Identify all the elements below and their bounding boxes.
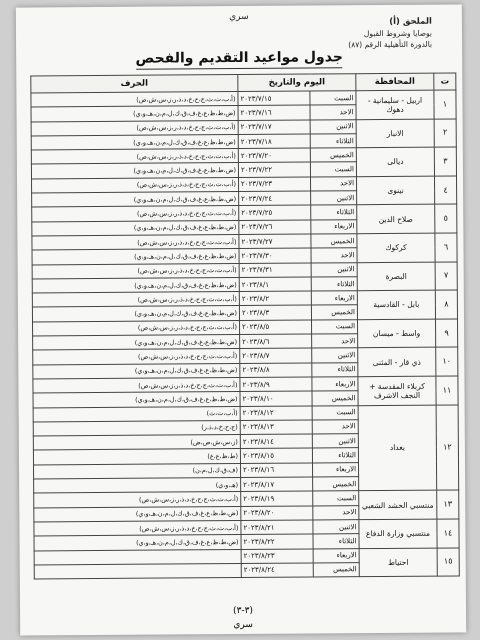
letters-cell: (ض،ط،ظ،ع،غ،ف،ق،ك،ل،م،ن،هـ،و،ي) <box>31 163 238 179</box>
day-cell: الاربعاء <box>311 291 357 306</box>
letters-cell: (أ،ب،ت،ث،ج،ح،خ،د،ذ،ر،ز،س،ش،ص) <box>33 377 240 393</box>
date-cell: ٢٠٢٣/٨/١٦ <box>240 463 312 478</box>
day-cell: الاربعاء <box>313 548 359 563</box>
letters-cell: (ض،ط،ظ،ع،غ،ف،ق،ك،ل،م،ن،هـ،و،ي) <box>32 277 239 293</box>
day-cell: السبت <box>312 319 358 334</box>
day-cell: الاثنين <box>311 262 357 277</box>
letters-cell <box>34 549 241 565</box>
date-cell: ٢٠٢٣/٨/٨ <box>240 363 312 378</box>
letters-cell: (ف،ق،ك،ل،م،ن) <box>34 463 241 479</box>
col-header-letters: الحرف <box>31 75 238 93</box>
row-number: ٦ <box>435 233 457 262</box>
letters-cell: (ض،ط،ظ،ع،غ،ف،ق،ك،ل،م،ن،هـ،و،ي) <box>34 506 241 522</box>
date-cell: ٢٠٢٣/٨/٢١ <box>241 520 313 535</box>
day-cell: الثلاثاء <box>312 448 358 463</box>
row-number: ٥ <box>435 204 457 233</box>
day-cell: السبت <box>313 491 359 506</box>
day-cell: الخميس <box>313 477 359 492</box>
date-cell: ٢٠٢٣/٨/٢ <box>239 291 311 306</box>
date-cell: ٢٠٢٣/٨/٢٤ <box>241 563 313 578</box>
col-header-no: ت <box>434 73 456 90</box>
row-number: ٩ <box>435 319 457 348</box>
governorate-cell: صلاح الدين <box>357 205 435 234</box>
governorate-cell: نينوى <box>357 176 435 205</box>
date-cell: ٢٠٢٣/٨/٢٢ <box>241 534 313 549</box>
row-number: ٧ <box>435 262 457 291</box>
letters-cell: (ط،ظ،ع،غ) <box>33 449 240 465</box>
letters-cell: (أ،ب،ت،ث،ج،ح،خ،د،ذ،ر،ز،س،ش،ص) <box>34 520 241 536</box>
day-cell: الثلاثاء <box>313 534 359 549</box>
day-cell: الخميس <box>313 562 359 577</box>
date-cell: ٢٠٢٣/٨/٧ <box>240 348 312 363</box>
annex-label: الملحق (أ) <box>389 16 432 27</box>
page-number: (٣-٣) <box>233 605 254 617</box>
date-cell: ٢٠٢٣/٨/٥ <box>239 320 311 335</box>
row-number: ١ <box>434 90 456 119</box>
day-cell: السبت <box>312 405 358 420</box>
date-cell: ٢٠٢٣/٧/٢٦ <box>239 220 311 235</box>
table-row <box>33 347 458 364</box>
letters-cell: (ض،ط،ظ،ع،غ،ف،ق،ك،ل،م،ن،هـ،و،ي) <box>32 220 239 236</box>
date-cell: ٢٠٢٣/٨/١٥ <box>240 448 312 463</box>
date-cell: ٢٠٢٣/٨/١٢ <box>240 406 312 421</box>
day-cell: الثلاثاء <box>312 362 358 377</box>
day-cell: الاثنين <box>312 434 358 449</box>
governorate-cell: اربيل - سليمانية - دهوك <box>356 90 434 119</box>
date-cell: ٢٠٢٣/٧/٢٧ <box>239 234 311 249</box>
letters-cell: (أ،ب،ت،ث،ج،ح،خ،د،ذ،ر،ز،س،ش،ص) <box>34 492 241 508</box>
governorate-cell: البصرة <box>357 262 435 291</box>
table-row <box>31 119 456 136</box>
letters-cell: (أ،ب،ت،ث،ج،ح،خ،د،ذ،ر،ز،س،ش،ص) <box>31 149 238 165</box>
date-cell: ٢٠٢٣/٧/٢٢ <box>238 162 310 177</box>
letters-cell: (ض،ط،ظ،ع،غ،ف،ق،ك،ل،م،ن،هـ،و،ي) <box>33 363 240 379</box>
governorate-cell: ذي قار - المثنى <box>358 347 436 376</box>
table-row <box>32 176 457 193</box>
row-number: ١٢ <box>436 405 459 491</box>
letters-cell: (أ،ب،ت،ث،ج،ح،خ،د،ذ،ر،ز،س،ش،ص) <box>32 177 239 193</box>
row-number: ١٥ <box>437 547 459 576</box>
day-cell: السبت <box>310 91 356 106</box>
governorate-cell: كربلاء المقدسة + النجف الاشرف <box>358 376 436 405</box>
annex-line-3: بالدورة التأهيلية الرقم (٨٧) <box>348 39 433 50</box>
governorate-cell: ديالى <box>356 147 434 176</box>
letters-cell: (ز،س،ش،ص،ض) <box>33 435 240 451</box>
letters-cell: (ض،ط،ظ،ع،غ،ف،ق،ك،ل،م،ن،هـ،و،ي) <box>33 392 240 408</box>
day-cell: الاحد <box>312 334 358 349</box>
date-cell: ٢٠٢٣/٧/٣٠ <box>239 248 311 263</box>
letters-cell: (ض،ط،ظ،ع،غ،ف،ق،ك،ل،م،ن،هـ،و،ي) <box>31 134 238 150</box>
annex-line-2: بوصايا وشروط القبول <box>363 28 433 39</box>
day-cell: الاربعاء <box>312 462 358 477</box>
date-cell: ٢٠٢٣/٨/١٧ <box>241 477 313 492</box>
date-cell: ٢٠٢٣/٧/١٦ <box>238 105 310 120</box>
letters-cell: (هـ،و،ي) <box>34 478 241 494</box>
letters-cell <box>34 563 241 579</box>
table-body <box>31 90 459 579</box>
letters-cell: (ض،ط،ظ،ع،غ،ف،ق،ك،ل،م،ن،هـ،و،ي) <box>34 535 241 551</box>
row-number: ٤ <box>434 176 456 205</box>
schedule-table <box>30 72 460 579</box>
day-cell: الخميس <box>312 391 358 406</box>
title-underline <box>136 67 342 69</box>
letters-cell: (أ،ب،ت،ث،ج،ح،خ،د،ذ،ر،ز،س،ش،ص) <box>31 120 238 136</box>
date-cell: ٢٠٢٣/٧/٢٤ <box>239 191 311 206</box>
letters-cell: (ض،ط،ظ،ع،غ،ف،ق،ك،ل،م،ن،هـ،و،ي) <box>32 249 239 265</box>
table-row <box>34 490 459 507</box>
governorate-cell: كركوك <box>357 233 435 262</box>
day-cell: الاحد <box>311 248 357 263</box>
letters-cell: (أ،ب،ت،ث،ج،ح،خ،د،ذ،ر،ز،س،ش،ص) <box>33 349 240 365</box>
table-row <box>32 233 457 250</box>
date-cell: ٢٠٢٣/٧/١٨ <box>238 134 310 149</box>
page-title: جدول مواعيد التقديم والفحص <box>135 49 343 67</box>
table-row <box>32 262 457 279</box>
date-cell: ٢٠٢٣/٧/١٧ <box>238 120 310 135</box>
day-cell: الخميس <box>310 148 356 163</box>
letters-cell: (ج،ح،خ،د،ذ،ر) <box>33 420 240 436</box>
row-number: ١٤ <box>437 519 459 548</box>
row-number: ١١ <box>436 376 458 405</box>
letters-cell: (أ،ب،ت،ث،ج،ح،خ،د،ذ،ر،ز،س،ش،ص) <box>32 292 239 308</box>
row-number: ١٠ <box>436 347 458 376</box>
day-cell: السبت <box>310 162 356 177</box>
date-cell: ٢٠٢٣/٨/١ <box>239 277 311 292</box>
date-cell: ٢٠٢٣/٧/٢٥ <box>239 205 311 220</box>
date-cell: ٢٠٢٣/٧/٢٠ <box>238 148 310 163</box>
governorate-cell: منتسبي وزارة الدفاع <box>359 519 437 548</box>
day-cell: الثلاثاء <box>310 134 356 149</box>
letters-cell: (ض،ط،ظ،ع،غ،ف،ق،ك،ل،م،ن،هـ،و،ي) <box>33 335 240 351</box>
letters-cell: (ض،ط،ظ،ع،غ،ف،ق،ك،ل،م،ن،هـ،و،ي) <box>32 192 239 208</box>
col-header-day-date: اليوم والتاريخ <box>238 74 356 92</box>
date-cell: ٢٠٢٣/٨/٣ <box>239 305 311 320</box>
annex-header <box>302 17 432 51</box>
table-row <box>34 519 459 536</box>
day-cell: الخميس <box>311 305 357 320</box>
date-cell: ٢٠٢٣/٨/١٠ <box>240 391 312 406</box>
letters-cell: (ض،ط،ظ،ع،غ،ف،ق،ك،ل،م،ن،هـ،و،ي) <box>32 306 239 322</box>
day-cell: الاثنين <box>310 119 356 134</box>
table-row <box>34 547 459 564</box>
letters-cell: (أ،ب،ت،ث،ج،ح،خ،د،ذ،ر،ز،س،ش،ص) <box>32 263 239 279</box>
table-row <box>33 376 458 393</box>
table-row <box>32 204 457 221</box>
table-row <box>31 90 456 107</box>
governorate-cell: واسط - ميسان <box>357 319 435 348</box>
letters-cell: (أ،ب،ت،ث،ج،ح،خ،د،ذ،ر،ز،س،ش،ص) <box>32 206 239 222</box>
date-cell: ٢٠٢٣/٨/٦ <box>240 334 312 349</box>
letters-cell: (أ،ب،ت،ث،ج،ح،خ،د،ذ،ر،ز،س،ش،ص) <box>31 92 238 108</box>
date-cell: ٢٠٢٣/٨/١٤ <box>240 434 312 449</box>
day-cell: الثلاثاء <box>311 205 357 220</box>
classification-top: سري <box>229 11 249 23</box>
day-cell: الاحد <box>311 176 357 191</box>
row-number: ٣ <box>434 147 456 176</box>
letters-cell: (ض،ط،ظ،ع،غ،ف،ق،ك،ل،م،ن،هـ،و،ي) <box>31 106 238 122</box>
date-cell: ٢٠٢٣/٨/١٣ <box>240 420 312 435</box>
table-row <box>33 405 458 422</box>
table-row <box>32 290 457 307</box>
row-number: ٨ <box>435 290 457 319</box>
date-cell: ٢٠٢٣/٨/٢٣ <box>241 549 313 564</box>
row-number: ٢ <box>434 119 456 148</box>
governorate-cell: منتسبي الحشد الشعبي <box>359 490 437 519</box>
letters-cell: (أ،ب،ت،ث،ج،ح،خ،د،ذ،ر،ز،س،ش،ص) <box>32 234 239 250</box>
date-cell: ٢٠٢٣/٧/٢٣ <box>238 177 310 192</box>
col-header-governorate: المحافظة <box>356 73 434 91</box>
date-cell: ٢٠٢٣/٧/٣١ <box>239 263 311 278</box>
day-cell: الاربعاء <box>312 377 358 392</box>
table-row <box>31 147 456 164</box>
day-cell: الاحد <box>313 505 359 520</box>
row-number: ١٣ <box>437 490 459 519</box>
day-cell: الثلاثاء <box>311 277 357 292</box>
day-cell: الاحد <box>312 420 358 435</box>
date-cell: ٢٠٢٣/٨/٢٠ <box>241 506 313 521</box>
date-cell: ٢٠٢٣/٧/١٥ <box>238 91 310 106</box>
day-cell: الاربعاء <box>311 219 357 234</box>
document-page <box>16 4 466 635</box>
table-row <box>33 319 458 336</box>
classification-bottom: سري <box>233 619 253 631</box>
day-cell: الاثنين <box>312 348 358 363</box>
governorate-cell: احتياط <box>359 548 437 577</box>
date-cell: ٢٠٢٣/٨/٩ <box>240 377 312 392</box>
day-cell: الاثنين <box>313 520 359 535</box>
day-cell: الاحد <box>310 105 356 120</box>
date-cell: ٢٠٢٣/٨/١٩ <box>241 491 313 506</box>
governorate-cell: بغداد <box>358 405 437 491</box>
day-cell: الاثنين <box>311 191 357 206</box>
letters-cell: (أ،ب،ت،ث،ج،ح،خ،د،ذ،ر،ز،س،ش،ص) <box>33 320 240 336</box>
day-cell: الخميس <box>311 234 357 249</box>
governorate-cell: بابل - القادسية <box>357 290 435 319</box>
letters-cell: (أ،ب،ت،ث) <box>33 406 240 422</box>
governorate-cell: الانبار <box>356 119 434 148</box>
